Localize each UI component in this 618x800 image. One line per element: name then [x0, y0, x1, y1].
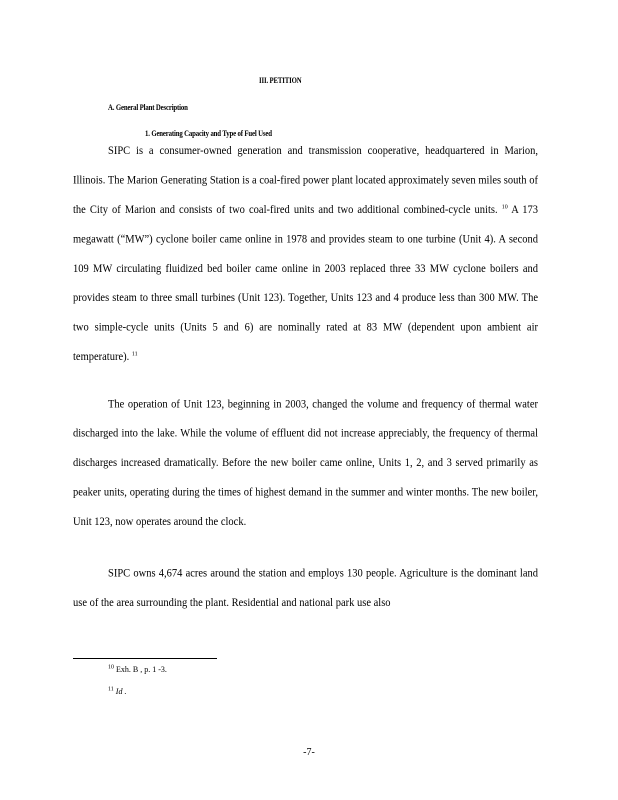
footnote-text: Id .	[115, 687, 127, 696]
subsection-heading: A. General Plant Description	[108, 102, 188, 112]
footnote-number: 11	[108, 686, 114, 693]
section-heading: III. PETITION	[259, 75, 302, 85]
paragraph-1-text-b: A 173 megawatt (“MW”) cyclone boiler came online in 1978 and provides steam to one turbine (Unit 4). A second 109 MW circulating fluidized bed boiler came online in 2003 replaced three 33 MW cyclone boilers and provides steam to three small turbines (Unit 123). Together, Units 123 and 4 produce less than 300 MW. The two simple-cycle units (Units 5 and 6) are nominally rated at 83 MW (dependent upon ambient air temperature).	[73, 204, 539, 364]
paragraph-1	[73, 137, 538, 372]
paragraph-3: SIPC owns 4,674 acres around the station and employs 130 people. Agriculture is the dominant land use of the area surrounding the plant. Residential and national park use also	[73, 568, 538, 609]
footnote-ref-10: 10	[501, 204, 508, 211]
footnote-11	[108, 687, 126, 696]
footnote-ref-11: 11	[131, 351, 138, 358]
footnote-number: 10	[108, 664, 114, 671]
footnote-separator	[73, 658, 217, 659]
footnote-10	[108, 665, 167, 674]
subsubsection-heading: 1. Generating Capacity and Type of Fuel Used	[145, 128, 272, 138]
page-number: -7-	[303, 747, 315, 758]
paragraph-2: The operation of Unit 123, beginning in 2003, changed the volume and frequency of thermal water discharged into the lake. While the volume of effluent did not increase appreciably, the frequency of thermal discharges increased dramatically. Before the new boiler came online, Units 1, 2, and 3 served primarily as peaker units, operating during the times of highest demand in the summer and winter months. The new boiler, Unit 123, now operates around the clock.	[73, 398, 538, 529]
paragraph-1-text-a: SIPC is a consumer-owned generation and transmission cooperative, headquartered in Marion, Illinois. The Marion Generating Station is a coal-fired power plant located approximately seven miles south of the City of Marion and consists of two coal-fired units and two additional combined-cycle units.	[73, 145, 538, 217]
footnote-text: Exh. B , p. 1 -3.	[116, 665, 167, 674]
